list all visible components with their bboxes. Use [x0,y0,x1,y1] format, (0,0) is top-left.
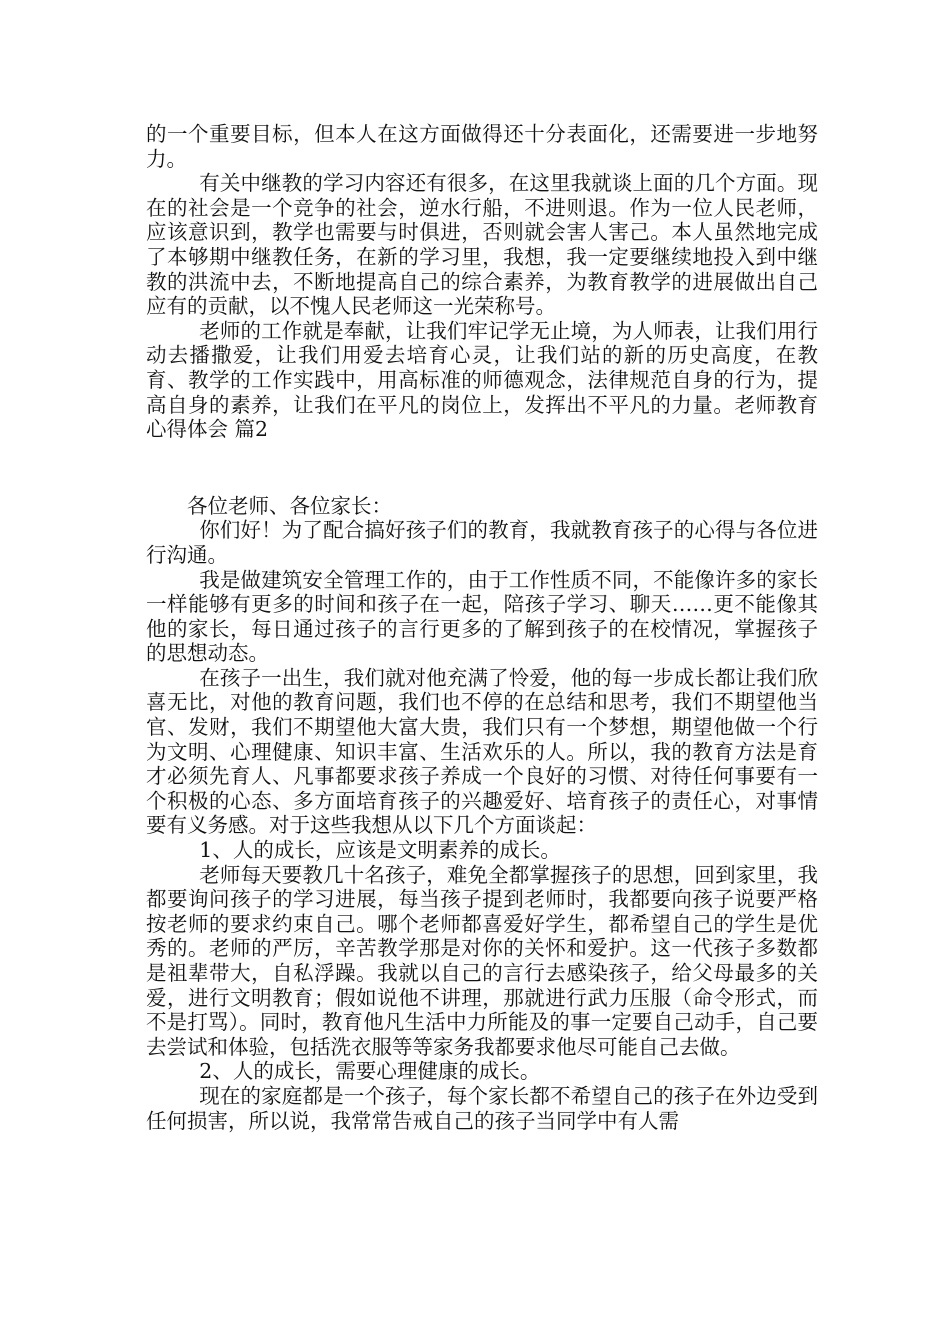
paragraph: 我是做建筑安全管理工作的，由于工作性质不同，不能像许多的家长一样能够有更多的时间和孩子在一起，陪孩子学习、聊天……更不能像其他的家长，每日通过孩子的言行更多的了解到孩子的在校情况，掌握孩子的思想动态。 [146,567,818,666]
paragraph: 的一个重要目标，但本人在这方面做得还十分表面化，还需要进一步地努力。 [146,122,818,171]
salutation: 各位老师、各位家长： [187,493,392,518]
paragraph: 老师每天要教几十名孩子，难免全都掌握孩子的思想，回到家里，我都要询问孩子的学习进展，每当孩子提到老师时，我都要向孩子说要严格按老师的要求约束自己。哪个老师都喜爱好学生，都希望自己的学生是优秀的。老师的严厉，辛苦教学那是对你的关怀和爱护。这一代孩子多数都是祖辈带大，自私浮躁。我就以自己的言行去感染孩子，给父母最多的关爱，进行文明教育；假如说他不讲理，那就进行武力压服（命令形式，而不是打骂）。同时，教育他凡生活中力所能及的事一定要自己动手，自己要去尝试和体验，包括洗衣服等等家务我都要求他尽可能自己去做。 [146,862,818,1059]
section-heading: 1、人的成长，应该是文明素养的成长。 [199,838,561,863]
paragraph: 有关中继教的学习内容还有很多，在这里我就谈上面的几个方面。现在的社会是一个竞争的社会，逆水行船，不进则退。作为一位人民老师，应该意识到，教学也需要与时俱进，否则就会害人害己。本人虽然地完成了本够期中继教任务，在新的学习里，我想，我一定要继续地投入到中继教的洪流中去，不断地提高自己的综合素养，为教育教学的进展做出自己应有的贡献，以不愧人民老师这一光荣称号。 [146,171,818,319]
section-heading: 2、人的成长，需要心理健康的成长。 [199,1059,541,1084]
paragraph: 现在的家庭都是一个孩子，每个家长都不希望自己的孩子在外边受到任何损害，所以说，我常常告戒自己的孩子当同学中有人需 [146,1083,818,1133]
paragraph: 老师的工作就是奉献，让我们牢记学无止境，为人师表，让我们用行动去播撒爱，让我们用爱去培育心灵，让我们站的新的历史高度，在教育、教学的工作实践中，用高标准的师德观念，法律规范自身的行为，提高自身的素养，让我们在平凡的岗位上，发挥出不平凡的力量。老师教育心得体会 篇2 [146,318,818,442]
paragraph: 在孩子一出生，我们就对他充满了怜爱，他的每一步成长都让我们欣喜无比，对他的教育问题，我们也不停的在总结和思考，我们不期望他当官、发财，我们不期望他大富大贵，我们只有一个梦想，期望他做一个行为文明、心理健康、知识丰富、生活欢乐的人。所以，我的教育方法是育才必须先育人、凡事都要求孩子养成一个良好的习惯、对待任何事要有一个积极的心态、多方面培育孩子的兴趣爱好、培育孩子的责任心，对事情要有义务感。对于这些我想从以下几个方面谈起： [146,665,818,838]
paragraph: 你们好！为了配合搞好孩子们的教育，我就教育孩子的心得与各位进行沟通。 [146,518,818,567]
document-page [146,122,818,1133]
